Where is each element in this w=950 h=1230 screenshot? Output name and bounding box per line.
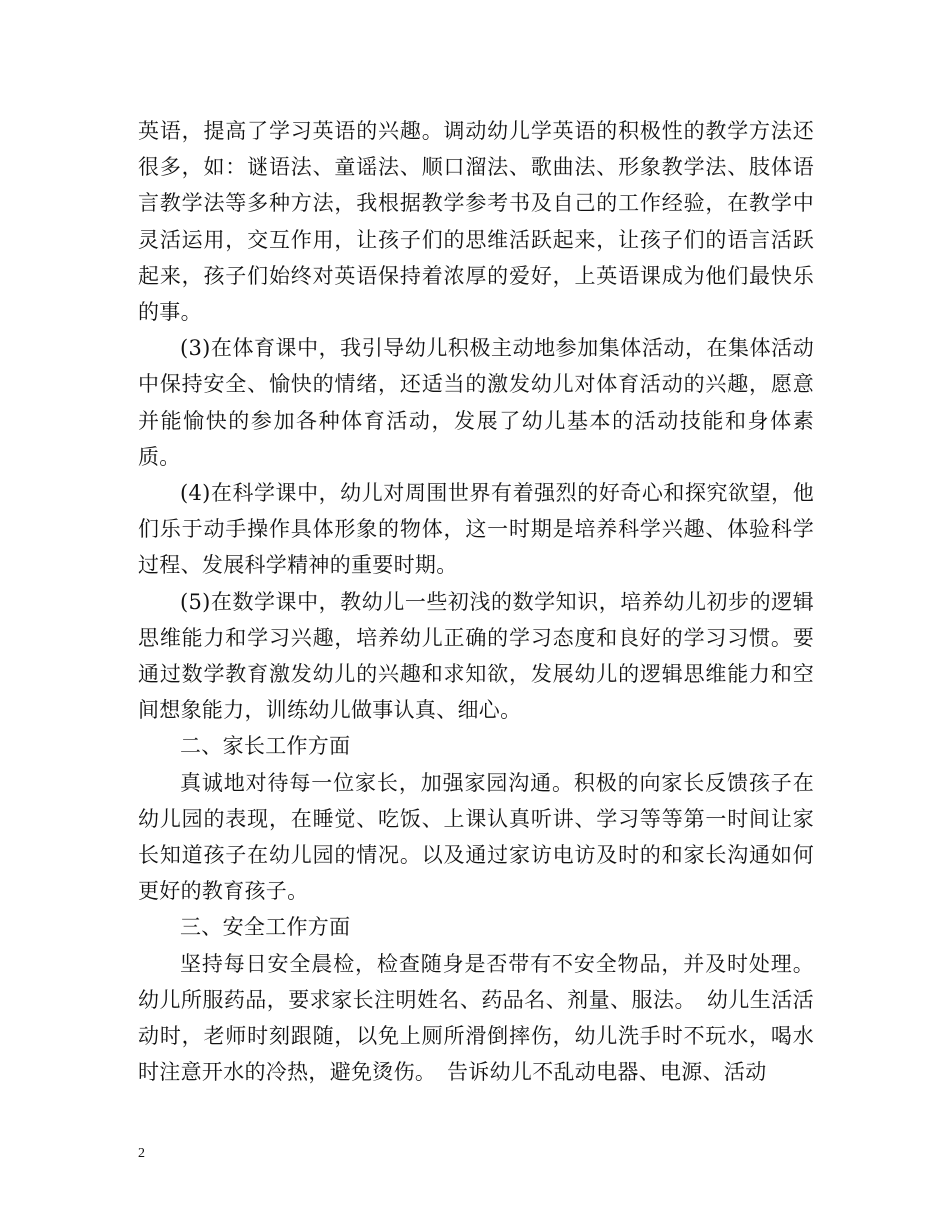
heading-safety-work: 三、安全工作方面 — [180, 915, 351, 940]
paragraph-english: 英语，提高了学习英语的兴趣。调动幼儿学英语的积极性的教学方法还很多，如：谜语法、童谣法、顺口溜法、歌曲法、形象教学法、肢体语言教学法等多种方法，我根据教学参考书及自己的工作经验，在教学中灵活运用，交互作用，让孩子们的思维活跃起来，让孩子们的语言活跃起来，孩子们始终对英语保持着浓厚的爱好，上英语课成为他们最快乐的事。 — [138, 119, 814, 325]
paragraph-parent-work: 真诚地对待每一位家长，加强家园沟通。积极的向家长反馈孩子在幼儿园的表现，在睡觉、吃饭、上课认真听讲、学习等等第一时间让家长知道孩子在幼儿园的情况。以及通过家访电访及时的和家长沟通如何更好的教育孩子。 — [138, 770, 814, 904]
paragraph-science: (4)在科学课中，幼儿对周围世界有着强烈的好奇心和探究欲望，他们乐于动手操作具体形象的物体，这一时期是培养科学兴趣、体验科学过程、发展科学精神的重要时期。 — [138, 481, 814, 578]
paragraph-pe: (3)在体育课中，我引导幼儿积极主动地参加集体活动，在集体活动中保持安全、愉快的情绪，还适当的激发幼儿对体育活动的兴趣，愿意并能愉快的参加各种体育活动，发展了幼儿基本的活动技能和身体素质。 — [138, 336, 814, 469]
document-body — [138, 113, 814, 1090]
paragraph-safety-work: 坚持每日安全晨检，检查随身是否带有不安全物品，并及时处理。幼儿所服药品，要求家长注明姓名、药品名、剂量、服法。 幼儿生活活动时，老师时刻跟随，以免上厕所滑倒摔伤，幼儿洗手时不玩水，喝水时注意开水的冷热，避免烫伤。 告诉幼儿不乱动电器、电源、活动 — [138, 951, 814, 1085]
heading-parent-work: 二、家长工作方面 — [180, 734, 351, 759]
paragraph-math: (5)在数学课中，教幼儿一些初浅的数学知识，培养幼儿初步的逻辑思维能力和学习兴趣，培养幼儿正确的学习态度和良好的学习习惯。要通过数学教育激发幼儿的兴趣和求知欲，发展幼儿的逻辑思维能力和空间想象能力，训练幼儿做事认真、细心。 — [138, 589, 814, 723]
page-number: 2 — [138, 1146, 145, 1161]
